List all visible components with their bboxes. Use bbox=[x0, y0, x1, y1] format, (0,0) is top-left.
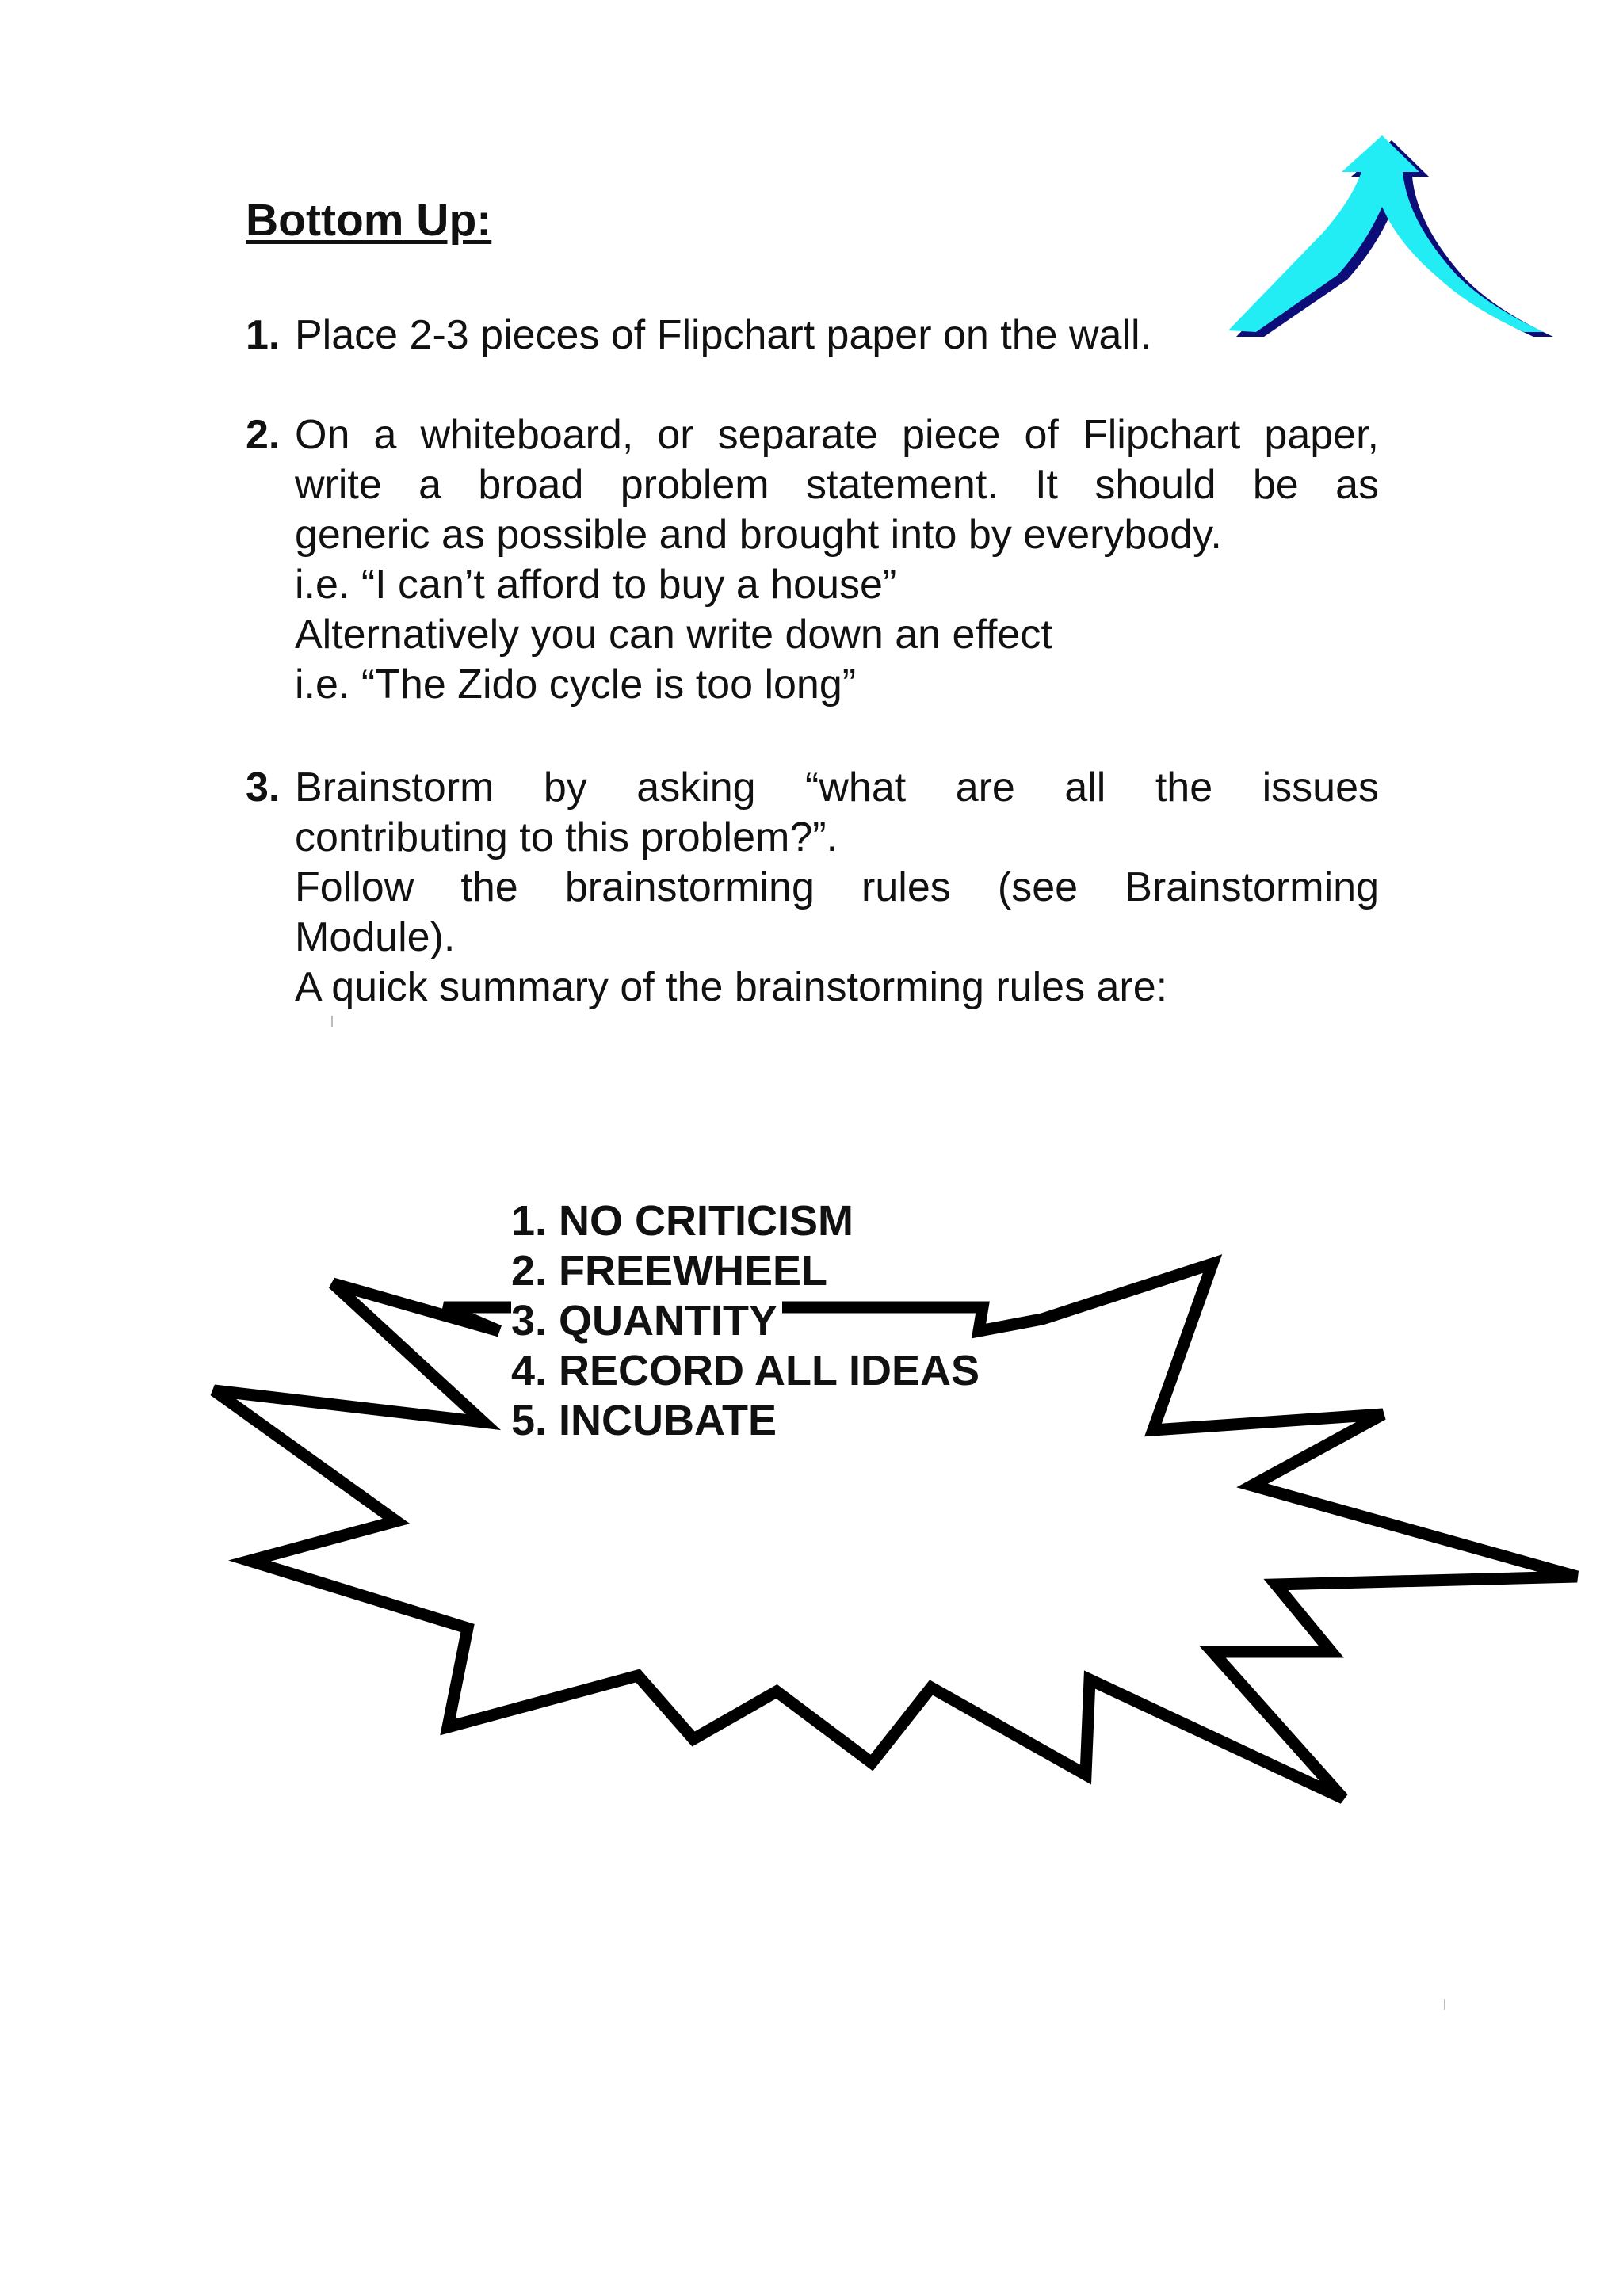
list-item: 4. RECORD ALL IDEAS bbox=[511, 1346, 984, 1396]
step-text: Module). bbox=[295, 914, 456, 960]
page-title: Bottom Up: bbox=[246, 195, 492, 246]
step-text: i.e. “I can’t afford to buy a house” bbox=[295, 562, 897, 608]
stray-mark bbox=[331, 1016, 333, 1027]
step-number: 2. bbox=[246, 412, 281, 458]
list-item: 3. QUANTITY bbox=[511, 1296, 984, 1346]
step-number: 3. bbox=[246, 765, 281, 810]
step-text: A quick summary of the brainstorming rules are: bbox=[295, 964, 1168, 1010]
stray-mark bbox=[1444, 1999, 1445, 2010]
step-text: i.e. “The Zido cycle is too long” bbox=[295, 662, 857, 707]
step-text: On a whiteboard, or separate piece of Flipchart paper, bbox=[295, 412, 1379, 458]
step-text: contributing to this problem?”. bbox=[295, 814, 838, 860]
brainstorming-rules-list bbox=[511, 1196, 984, 1446]
step-text: generic as possible and brought into by everybody. bbox=[295, 512, 1222, 558]
step-text: Follow the brainstorming rules (see Brainstorming bbox=[295, 864, 1379, 910]
step-text: Brainstorm by asking “what are all the issues bbox=[295, 765, 1379, 810]
step-text: Alternatively you can write down an effect bbox=[295, 612, 1052, 658]
step-text: write a broad problem statement. It should be as bbox=[295, 462, 1379, 508]
step-number: 1. bbox=[246, 312, 281, 358]
list-item: 2. FREEWHEEL bbox=[511, 1246, 984, 1296]
step-text: Place 2-3 pieces of Flipchart paper on the wall. bbox=[295, 312, 1152, 358]
list-item: 5. INCUBATE bbox=[511, 1396, 984, 1446]
list-item: 1. NO CRITICISM bbox=[511, 1196, 984, 1246]
